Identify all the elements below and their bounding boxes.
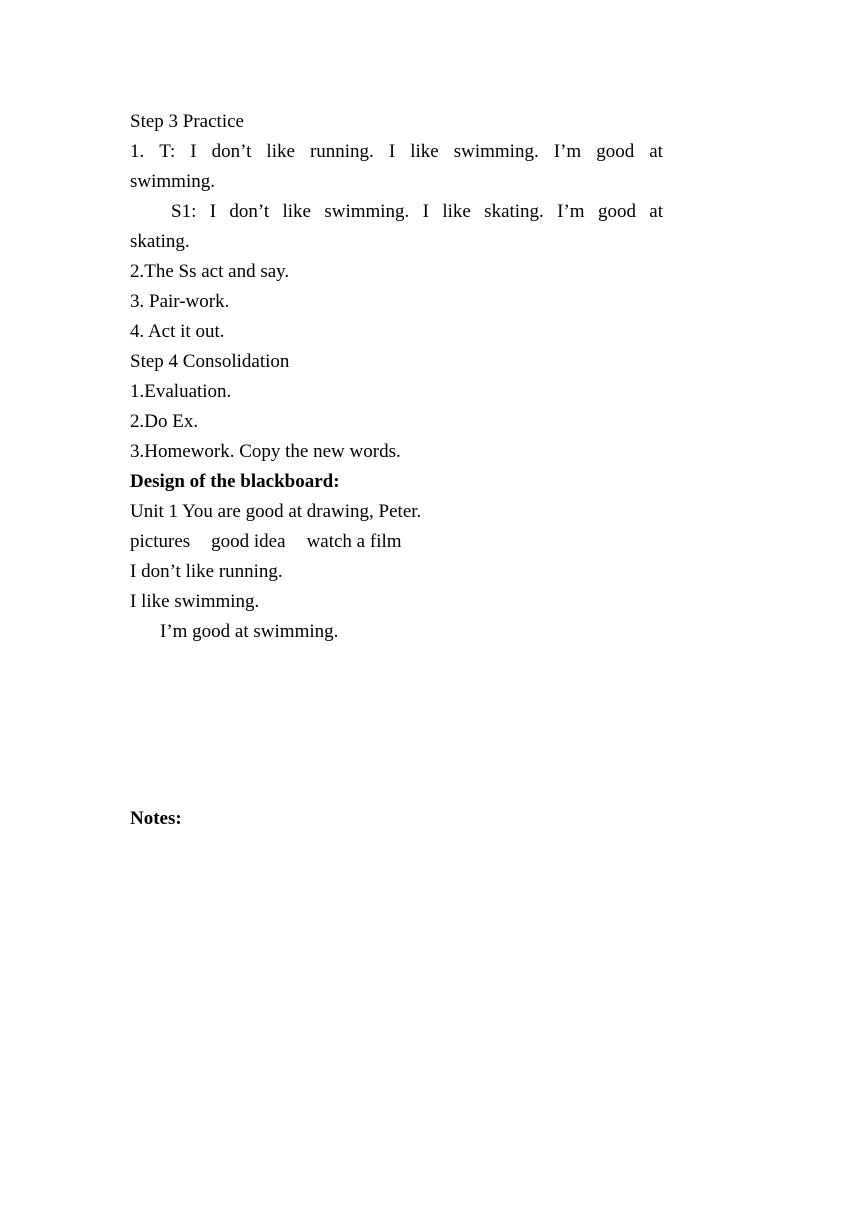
step3-item4: 4. Act it out.: [130, 321, 225, 342]
step3-heading: Step 3 Practice: [130, 111, 244, 132]
word: like: [282, 201, 311, 222]
word: don’t: [229, 201, 270, 222]
blackboard-line3: I’m good at swimming.: [160, 621, 339, 642]
word: I’m: [557, 201, 585, 222]
word: like: [410, 141, 439, 162]
word: I: [422, 201, 429, 222]
lesson-content: [130, 107, 663, 647]
word: skating.: [484, 201, 544, 222]
word: at: [649, 141, 663, 162]
blackboard-title: Unit 1 You are good at drawing, Peter.: [130, 501, 422, 522]
word: I: [388, 141, 396, 162]
word: running.: [309, 141, 374, 162]
word: like: [266, 141, 295, 162]
word: like: [442, 201, 471, 222]
blackboard-line2: I like swimming.: [130, 591, 260, 612]
word: S1:: [171, 201, 197, 222]
step4-item2: 2.Do Ex.: [130, 411, 199, 432]
step3-item1-line2: swimming.: [130, 171, 215, 192]
word: swimming.: [324, 201, 410, 222]
step3-item1-line1: [130, 137, 663, 167]
word: good: [597, 201, 636, 222]
word: swimming.: [453, 141, 539, 162]
blackboard-words: [130, 527, 663, 557]
blackboard-word: watch a film: [306, 531, 402, 552]
word: don’t: [211, 141, 252, 162]
word: good: [596, 141, 635, 162]
step4-item1: 1.Evaluation.: [130, 381, 232, 402]
step3-item3: 3. Pair-work.: [130, 291, 230, 312]
notes-label: Notes:: [130, 808, 182, 829]
blackboard-line1: I don’t like running.: [130, 561, 283, 582]
step3-item2: 2.The Ss act and say.: [130, 261, 290, 282]
step3-s1-line2: skating.: [130, 231, 190, 252]
step3-s1-line1: [130, 197, 663, 227]
blackboard-word: pictures: [130, 531, 191, 552]
blackboard-heading: Design of the blackboard:: [130, 471, 340, 492]
word: at: [649, 201, 663, 222]
blackboard-word: good idea: [211, 531, 286, 552]
step4-heading: Step 4 Consolidation: [130, 351, 290, 372]
word: T:: [159, 141, 176, 162]
word: I: [209, 201, 217, 222]
word: 1.: [130, 141, 145, 162]
step4-item3: 3.Homework. Copy the new words.: [130, 441, 401, 462]
word: I’m: [553, 141, 582, 162]
word: I: [190, 141, 197, 162]
